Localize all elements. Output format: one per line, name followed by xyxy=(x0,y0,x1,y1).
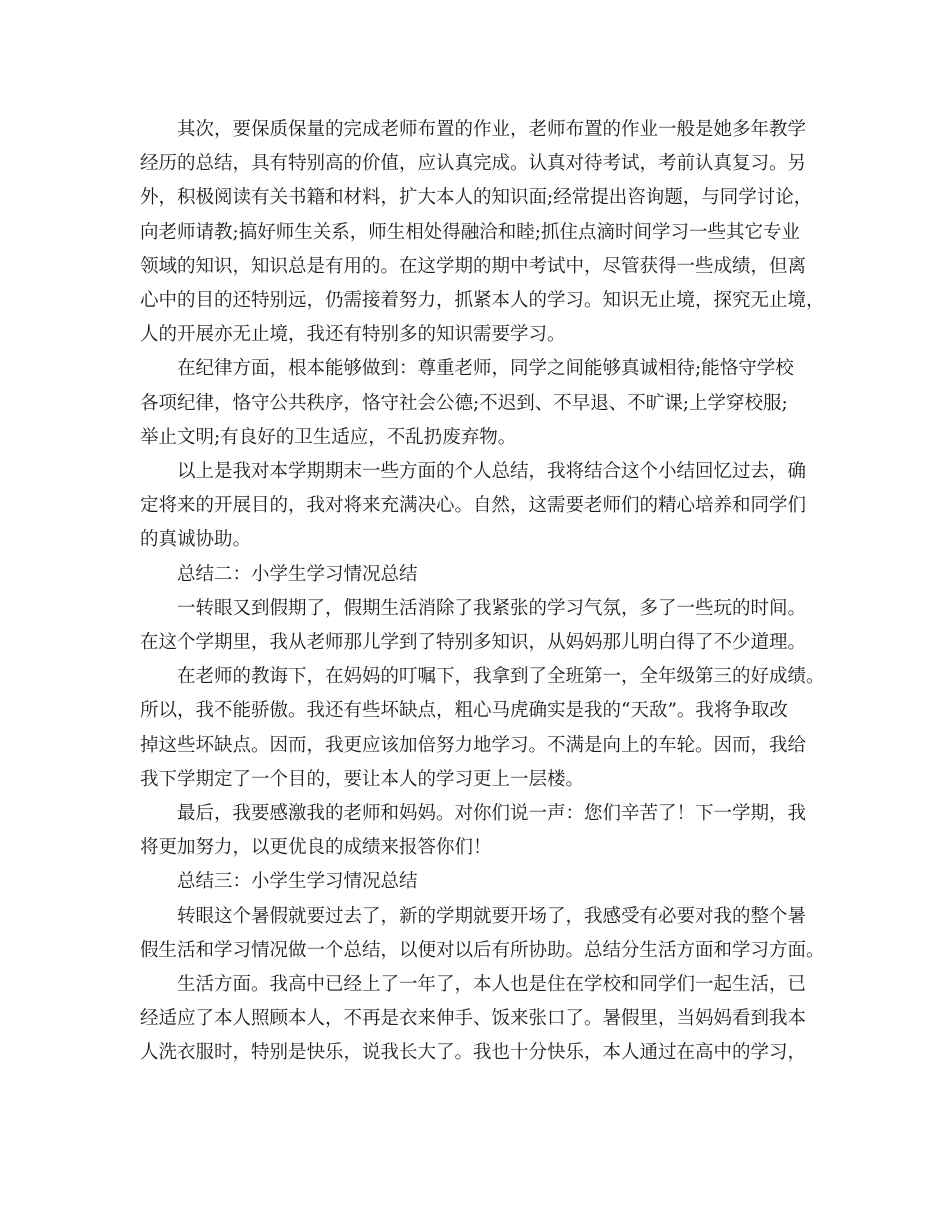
text-line: 外，积极阅读有关书籍和材料，扩大本人的知识面;经常提出咨询题，与同学讨论， xyxy=(140,187,813,209)
text-line: 掉这些坏缺点。因而，我更应该加倍努力地学习。不满是向上的车轮。因而，我给 xyxy=(140,734,807,756)
text-line: 心中的目的还特别远，仍需接着努力，抓紧本人的学习。知识无止境，探究无止境， xyxy=(140,290,825,312)
text-line: 最后，我要感激我的老师和妈妈。对你们说一声：您们辛苦了！下一学期，我 xyxy=(177,803,807,825)
text-line: 所以，我不能骄傲。我还有些坏缺点，粗心马虎确实是我的“天敌”。我将争取改 xyxy=(140,700,788,722)
paragraph xyxy=(140,968,824,1071)
text-line: 其次，要保质保量的完成老师布置的作业，老师布置的作业一般是她多年教学 xyxy=(177,119,807,140)
text-line: 各项纪律，恪守公共秩序，恪守社会公德;不迟到、不早退、不旷课;上学穿校服; xyxy=(140,392,788,414)
text-line: 总结二：小学生学习情况总结 xyxy=(177,563,418,585)
text-line: 定将来的开展目的，我对将来充满决心。自然，这需要老师们的精心培养和同学们 xyxy=(140,495,807,517)
text-line: 经适应了本人照顾本人，不再是衣来伸手、饭来张口了。暑假里，当妈妈看到我本 xyxy=(140,1008,807,1030)
text-line: 一转眼又到假期了，假期生活消除了我紧张的学习气氛，多了一些玩的时间。 xyxy=(177,597,807,619)
text-line: 转眼这个暑假就要过去了，新的学期就要开场了，我感受有必要对我的整个暑 xyxy=(177,905,807,927)
paragraph xyxy=(140,455,824,558)
text-line: 生活方面。我高中已经上了一年了，本人也是住在学校和同学们一起生活，已 xyxy=(177,974,807,996)
paragraph xyxy=(140,900,824,968)
text-line: 将更加努力，以更优良的成绩来报答你们！ xyxy=(140,837,492,859)
paragraph xyxy=(140,113,824,352)
text-line: 人洗衣服时，特别是快乐，说我长大了。我也十分快乐，本人通过在高中的学习， xyxy=(140,1042,807,1064)
document-body xyxy=(140,113,824,1071)
paragraph xyxy=(140,558,824,592)
paragraph xyxy=(140,865,824,899)
text-line: 人的开展亦无止境，我还有特别多的知识需要学习。 xyxy=(140,324,566,346)
text-line: 总结三：小学生学习情况总结 xyxy=(177,871,418,893)
text-line: 以上是我对本学期期末一些方面的个人总结，我将结合这个小结回忆过去，确 xyxy=(177,461,807,483)
text-line: 举止文明;有良好的卫生适应，不乱扔废弃物。 xyxy=(140,426,517,448)
text-line: 在老师的教诲下，在妈妈的叮嘱下，我拿到了全班第一，全年级第三的好成绩。 xyxy=(177,666,825,688)
paragraph xyxy=(140,352,824,455)
paragraph xyxy=(140,592,824,660)
text-line: 在纪律方面，根本能够做到：尊重老师，同学之间能够真诚相待;能恪守学校 xyxy=(177,358,794,380)
paragraph xyxy=(140,797,824,865)
text-line: 我下学期定了一个目的，要让本人的学习更上一层楼。 xyxy=(140,768,585,790)
text-line: 假生活和学习情况做一个总结，以便对以后有所协助。总结分生活方面和学习方面。 xyxy=(140,939,825,961)
text-line: 经历的总结，具有特别高的价值，应认真完成。认真对待考试，考前认真复习。另 xyxy=(140,153,807,175)
text-line: 的真诚协助。 xyxy=(140,529,252,551)
paragraph xyxy=(140,660,824,797)
text-line: 在这个学期里，我从老师那儿学到了特别多知识，从妈妈那儿明白得了不少道理。 xyxy=(140,632,807,654)
text-line: 领域的知识，知识总是有用的。在这学期的期中考试中，尽管获得一些成绩，但离 xyxy=(140,255,807,277)
text-line: 向老师请教;搞好师生关系，师生相处得融洽和睦;抓住点滴时间学习一些其它专业 xyxy=(140,221,800,243)
